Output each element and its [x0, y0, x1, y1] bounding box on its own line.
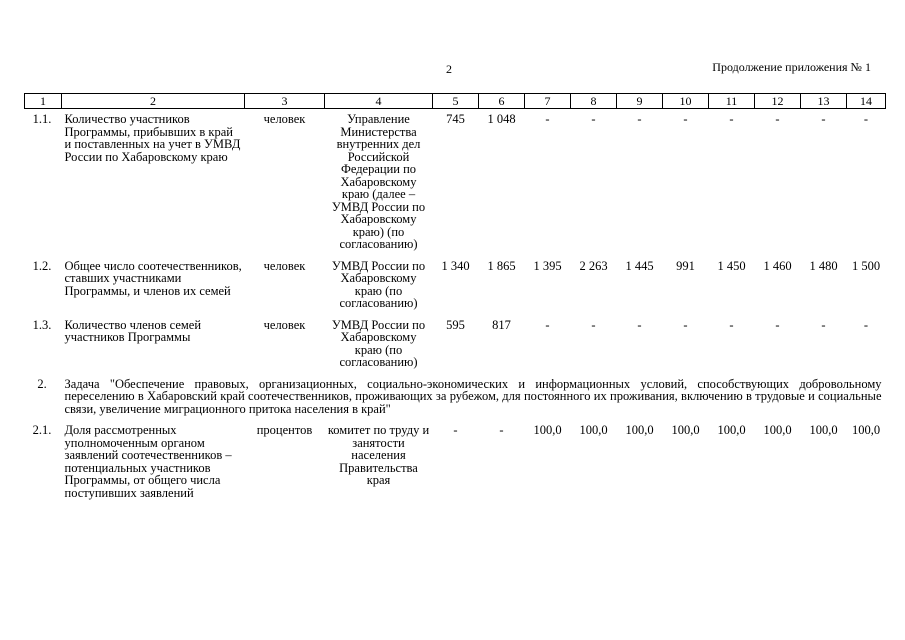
- row-number: 1.1.: [32, 112, 52, 126]
- value-cell: -: [775, 317, 780, 332]
- header-cell: 14: [847, 94, 886, 109]
- unit-cell: человек: [263, 258, 306, 273]
- row-number: 2.1.: [32, 423, 52, 437]
- value-cell: 100,0: [763, 423, 792, 437]
- table-row: [25, 315, 886, 374]
- task-text: Задача "Обеспечение правовых, организационных, социально-экономических и информационных условий, способствующих добровольному переселению в Хабаровский край соотечественников, проживающих за рубежом, для постоянного их проживания, включению в трудовые и социальные связи, увеличение миграционного притока населения в край": [64, 376, 882, 416]
- value-cell: -: [683, 112, 688, 126]
- value-cell: 100,0: [579, 423, 608, 437]
- value-cell: -: [591, 317, 596, 332]
- header-cell: 5: [433, 94, 479, 109]
- value-cell: 100,0: [625, 423, 654, 437]
- row-number: 1.2.: [32, 258, 52, 273]
- value-cell: -: [683, 317, 688, 332]
- value-cell: 2 263: [579, 258, 608, 273]
- value-cell: 100,0: [671, 423, 700, 437]
- header-cell: 13: [801, 94, 847, 109]
- value-cell: -: [863, 317, 869, 332]
- value-cell: 100,0: [851, 423, 881, 437]
- header-cell: 4: [325, 94, 433, 109]
- appendix-label: Продолжение приложения № 1: [712, 60, 871, 74]
- value-cell: -: [729, 317, 734, 332]
- header-cell: 12: [755, 94, 801, 109]
- header-cell: 9: [617, 94, 663, 109]
- value-cell: -: [453, 423, 458, 437]
- table-row: [25, 420, 886, 504]
- value-cell: -: [775, 112, 780, 126]
- header-cell: 3: [245, 94, 325, 109]
- value-cell: 1 445: [625, 258, 654, 273]
- value-cell: 1 865: [487, 258, 516, 273]
- value-cell: -: [821, 317, 826, 332]
- value-cell: 1 460: [763, 258, 792, 273]
- value-cell: 991: [676, 258, 695, 273]
- responsible-cell: УМВД России по Хабаровскому краю (по согласованию): [331, 258, 426, 310]
- value-cell: -: [821, 112, 826, 126]
- indicator-name: Количество членов семей участников Программы: [64, 317, 202, 344]
- header-cell: 10: [663, 94, 709, 109]
- value-cell: 100,0: [717, 423, 746, 437]
- task-number: 2.: [37, 376, 47, 391]
- indicator-name: Доля рассмотренных уполномоченным органом заявлений соотечественников – потенциальных участников Программы, от общего числа поступивших заявлений: [64, 423, 232, 500]
- value-cell: 1 500: [851, 258, 881, 273]
- value-cell: -: [499, 423, 504, 437]
- header-cell: 11: [709, 94, 755, 109]
- responsible-cell: Управление Министерства внутренних дел Российской Федерации по Хабаровскому краю (далее – УМВД России по Хабаровскому краю) (по согласованию): [331, 112, 426, 251]
- value-cell: 595: [446, 317, 465, 332]
- indicator-name: Количество участников Программы, прибывших в край и поставленных на учет в УМВД России по Хабаровскому краю: [64, 112, 241, 164]
- value-cell: 817: [492, 317, 511, 332]
- header-cell: 8: [571, 94, 617, 109]
- value-cell: 100,0: [809, 423, 838, 437]
- unit-cell: человек: [263, 317, 306, 332]
- value-cell: -: [729, 112, 734, 126]
- indicators-table: [24, 93, 886, 504]
- table-row: [25, 109, 886, 256]
- unit-cell: процентов: [256, 423, 313, 437]
- value-cell: -: [863, 112, 869, 126]
- header-cell: 7: [525, 94, 571, 109]
- value-cell: -: [545, 112, 550, 126]
- value-cell: 1 048: [487, 112, 516, 126]
- table-row: [25, 256, 886, 315]
- value-cell: 1 340: [441, 258, 470, 273]
- value-cell: 1 480: [809, 258, 838, 273]
- responsible-cell: комитет по труду и занятости населения Правительства края: [327, 423, 430, 487]
- page-number: 2: [446, 62, 452, 76]
- value-cell: -: [591, 112, 596, 126]
- header-cell: 1: [25, 94, 62, 109]
- header-cell: 6: [479, 94, 525, 109]
- value-cell: -: [545, 317, 550, 332]
- value-cell: 100,0: [533, 423, 562, 437]
- indicator-name: Общее число соотечественников, ставших участниками Программы, и членов их семей: [64, 258, 242, 298]
- task-row: [25, 374, 886, 421]
- value-cell: -: [637, 112, 642, 126]
- value-cell: 1 395: [533, 258, 562, 273]
- header-row: [25, 94, 886, 109]
- responsible-cell: УМВД России по Хабаровскому краю (по согласованию): [331, 317, 426, 369]
- value-cell: 1 450: [717, 258, 746, 273]
- value-cell: -: [637, 317, 642, 332]
- row-number: 1.3.: [32, 317, 52, 332]
- unit-cell: человек: [263, 112, 306, 126]
- header-cell: 2: [62, 94, 245, 109]
- value-cell: 745: [446, 112, 465, 126]
